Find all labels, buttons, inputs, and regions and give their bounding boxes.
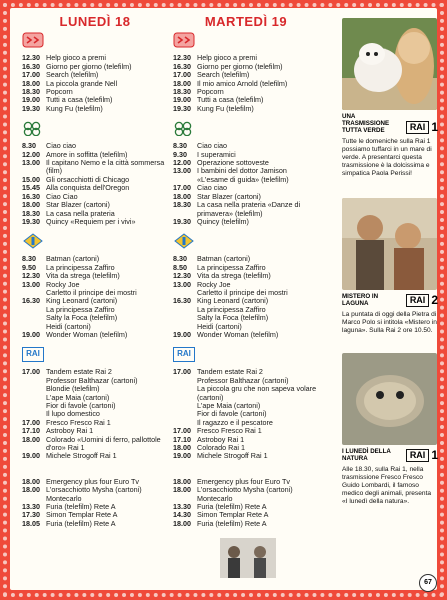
listing-program: La piccola grande Nell	[46, 78, 118, 88]
listing-program: Astroboy Rai 1	[197, 434, 245, 444]
listing-program: Simon Templar Rete A	[197, 510, 269, 520]
listing-program: Emergency plus four Euro Tv	[46, 476, 139, 486]
rete-4-logo-icon	[173, 120, 195, 136]
channel-section-euro-tv	[173, 468, 319, 528]
listing-row	[173, 218, 319, 226]
listing-program: Ciao ciao	[197, 183, 227, 193]
channel-section-italia-1	[173, 233, 319, 339]
listing-row	[173, 167, 319, 184]
listing-time: 18.00	[22, 476, 40, 486]
listing-program: Professor Balthazar (cartoni)	[46, 375, 138, 385]
listing-time	[173, 410, 197, 418]
listing-time: 12.00	[22, 149, 40, 159]
listing-program: La casa nella prateria «Danze di primavera» (telefilm)	[197, 200, 301, 218]
listing-program: La principessa Zaffiro	[197, 304, 266, 314]
listing-time	[22, 385, 46, 393]
listing-time: 17.00	[173, 183, 191, 193]
channel-section-italia-1	[22, 233, 168, 339]
listing-program: Il mio amico Arnold (telefilm)	[197, 78, 288, 88]
listing-time: 19.00	[22, 451, 40, 461]
listing-row	[173, 520, 319, 528]
listing-program: Ciao ciao	[197, 141, 227, 151]
listing-row	[22, 436, 168, 453]
listing-program: Help gioco a premi	[46, 53, 106, 63]
listing-program: La principessa Zaffiro	[46, 304, 115, 314]
listing-row	[22, 452, 168, 460]
listing-time: 19.00	[22, 95, 40, 105]
listing-time: 13.30	[22, 502, 40, 512]
listing-row	[173, 201, 319, 218]
listing-time: 17.30	[22, 510, 40, 520]
listing-program: Carletto il principe dei mostri	[46, 287, 137, 297]
listing-program: L'ape Maia (cartoni)	[197, 401, 261, 410]
listing-time: 19.30	[173, 216, 191, 226]
listing-row	[173, 105, 319, 113]
listing-program: Ciao Ciao	[46, 191, 78, 201]
rai-badge: RAI 1	[406, 448, 438, 462]
channel-section-rete-4	[173, 120, 319, 226]
listing-time: 18.00	[173, 191, 191, 201]
listing-time	[173, 314, 197, 322]
listing-program: Popcorn	[197, 87, 224, 97]
listing-time: 16.30	[173, 61, 191, 71]
listing-time: 17.10	[22, 426, 40, 436]
listing-time: 8.50	[173, 262, 187, 272]
listing-program: Simon Templar Rete A	[46, 510, 118, 520]
listing-program: Batman (cartoni)	[197, 254, 251, 264]
listing-program: La principessa Zaffiro	[197, 262, 266, 272]
listing-program: Quincy «Requiem per i vivi»	[46, 216, 136, 226]
listing-program: L'orsacchiotto Mysha (cartoni)	[46, 485, 142, 495]
listing-time: 17.00	[22, 70, 40, 80]
listing-row	[22, 486, 168, 494]
listing-program: Furia (telefilm) Rete A	[197, 502, 267, 512]
listing-time: 12.00	[173, 158, 191, 168]
listing-program: L'ape Maia (cartoni)	[46, 392, 110, 402]
listing-program: Tutti a casa (telefilm)	[46, 95, 113, 105]
channel-section-rai	[173, 346, 319, 460]
listing-row	[22, 314, 168, 322]
listing-program: Ciao ciao	[46, 141, 76, 151]
listing-time: 18.00	[173, 476, 191, 486]
listing-time: 12.30	[22, 271, 40, 281]
listing-time	[22, 306, 46, 314]
listing-program: Professor Balthazar (cartoni)	[197, 375, 289, 385]
listing-program: Alla conquista dell'Oregon	[46, 183, 130, 193]
listing-program: Salty la Foca (telefilm)	[197, 313, 269, 323]
feature-caption: UNA TRASMISSIONE TUTTA VERDE	[342, 113, 390, 134]
listing-program: Kung Fu (telefilm)	[197, 103, 254, 113]
listing-program: Astroboy Rai 1	[46, 426, 94, 436]
listing-time: 18.30	[22, 87, 40, 97]
listing-row	[173, 427, 319, 435]
listing-time: 18.05	[22, 518, 40, 528]
listing-program: Salty la Foca (telefilm)	[46, 313, 118, 323]
feature-1	[342, 18, 438, 178]
listing-row	[22, 80, 168, 88]
listing-time: 16.30	[22, 191, 40, 201]
listing-program: Furia (telefilm) Rete A	[46, 502, 116, 512]
listing-row	[22, 159, 168, 176]
listing-row	[173, 452, 319, 460]
listing-row	[173, 436, 319, 444]
listing-program: Amore in soffitta (telefilm)	[46, 149, 128, 159]
day-title: MARTEDÌ 19	[204, 14, 288, 29]
day-title: LUNEDÌ 18	[59, 14, 131, 29]
listing-time	[173, 402, 197, 410]
channel-section-rete-4	[22, 120, 168, 226]
listing-program: I superamici	[197, 149, 236, 159]
listing-time: 18.00	[173, 78, 191, 88]
listing-program: Quincy (telefilm)	[197, 216, 249, 226]
listing-time: 19.00	[173, 95, 191, 105]
listing-row	[22, 105, 168, 113]
listing-program: Search (telefilm)	[46, 70, 99, 80]
listing-row	[22, 331, 168, 339]
canale-5-logo-icon	[173, 32, 195, 48]
listing-time: 17.10	[173, 434, 191, 444]
listing-time: 17.00	[173, 70, 191, 80]
listing-time: 8.30	[22, 254, 36, 264]
listing-time	[173, 377, 197, 385]
listing-program: Montecarlo	[46, 493, 82, 503]
rai-logo-icon: RAI	[22, 346, 44, 362]
listing-row	[22, 272, 168, 280]
listing-row	[22, 184, 168, 192]
listing-program: Operazione sottoveste	[197, 158, 269, 168]
photo-group	[220, 538, 276, 578]
listing-row	[173, 142, 319, 150]
channel-section-channel-5	[173, 32, 319, 113]
listing-row	[173, 486, 319, 494]
listing-time: 13.00	[173, 279, 191, 289]
listing-time: 17.00	[22, 367, 40, 377]
listing-time: 18.00	[22, 78, 40, 88]
listing-program: Heidi (cartoni)	[197, 321, 242, 331]
listing-program: Colorado Rai 1	[197, 443, 245, 453]
listing-time: 16.30	[173, 296, 191, 306]
listing-program: Colorado «Uomini di ferro, pallottole d'oro» Rai 1	[46, 434, 161, 453]
listing-program: Carletto il principe dei mostri	[197, 287, 288, 297]
rete-4-logo-icon	[22, 120, 44, 136]
listing-time: 17.00	[173, 367, 191, 377]
listing-time: 18.30	[173, 87, 191, 97]
listing-time: 18.00	[173, 485, 191, 495]
listing-row	[173, 80, 319, 88]
channel-section-channel-5	[22, 32, 168, 113]
listing-program: Furia (telefilm) Rete A	[197, 518, 267, 528]
listing-program: Help gioco a premi	[197, 53, 257, 63]
listing-program: Vita da strega (telefilm)	[46, 271, 120, 281]
day-column-tuesday	[173, 14, 319, 535]
listing-program: Il ragazzo e il pescatore	[197, 417, 273, 427]
listing-time: 13.30	[173, 502, 191, 512]
listing-program: Emergency plus four Euro Tv	[197, 476, 290, 486]
listing-program: Tutti a casa (telefilm)	[197, 95, 264, 105]
listing-program: Wonder Woman (telefilm)	[197, 329, 279, 339]
listing-time: 18.00	[173, 518, 191, 528]
listing-program: L'orsacchiotto Mysha (cartoni)	[197, 485, 293, 495]
listing-time: 15.00	[22, 174, 40, 184]
listing-program: Il lupo domestico	[46, 409, 100, 419]
listing-time: 12.30	[22, 53, 40, 63]
listing-time: 19.00	[173, 329, 191, 339]
page-number: 67	[419, 574, 437, 592]
listing-program: Giorno per giorno (telefilm)	[197, 61, 283, 71]
feature-caption: MISTERO IN LAGUNA	[342, 293, 379, 307]
feature-text: Alle 18.30, sulla Rai 1, nella trasmissione Fresco Fresco Guido Lombardi, il famoso medico degli animali, presenta «I lunedì della natura».	[342, 466, 432, 505]
listing-program: Tandem estate Rai 2	[197, 367, 263, 377]
rai-badge: RAI 1	[406, 120, 438, 134]
listing-program: Fior di favole (cartoni)	[197, 409, 267, 419]
listing-time: 18.00	[22, 200, 40, 210]
listing-time: 13.00	[173, 166, 191, 176]
listing-row	[22, 419, 168, 427]
features-column	[342, 18, 438, 506]
listing-program: Rocky Joe	[197, 279, 231, 289]
listing-program: La piccola gru che non sapeva volare (cartoni)	[197, 384, 317, 402]
listing-program: Batman (cartoni)	[46, 254, 100, 264]
listing-program: Blondie (telefilm)	[46, 384, 100, 394]
listing-program: Fresco Fresco Rai 1	[46, 417, 111, 427]
listing-time: 16.30	[22, 296, 40, 306]
listing-program: Michele Strogoff Rai 1	[197, 451, 268, 461]
listing-program: Heidi (cartoni)	[46, 321, 91, 331]
listing-time: 8.30	[22, 141, 36, 151]
italia-1-logo-icon	[173, 233, 195, 249]
listing-time	[22, 377, 46, 385]
photo-fish	[342, 353, 437, 445]
listing-time	[173, 385, 197, 402]
listing-time	[22, 402, 46, 410]
listing-time: 18.30	[22, 208, 40, 218]
listing-program: Wonder Woman (telefilm)	[46, 329, 128, 339]
listing-program: Kung Fu (telefilm)	[46, 103, 103, 113]
listing-program: La principessa Zaffiro	[46, 262, 115, 272]
listing-time	[22, 314, 46, 322]
listing-program: Gli orsacchiotti di Chicago	[46, 174, 130, 184]
listing-program: Michele Strogoff Rai 1	[46, 451, 117, 461]
listing-time: 8.30	[173, 141, 187, 151]
listing-time: 19.30	[173, 103, 191, 113]
listing-time: 19.30	[22, 216, 40, 226]
listing-time: 12.30	[173, 271, 191, 281]
listing-time: 13.00	[22, 279, 40, 289]
listing-program: Star Blazer (cartoni)	[197, 191, 261, 201]
listing-program: Tandem estate Rai 2	[46, 367, 112, 377]
feature-text: Tutte le domeniche sulla Rai 1 possiamo tuffarci in un mare di verde. A presentarci questa trasmissione è la dolcissima e simpatica Paola Perissi!	[342, 138, 432, 177]
listing-program: Montecarlo	[197, 493, 233, 503]
listing-time: 8.30	[173, 254, 187, 264]
content-area	[10, 8, 437, 590]
listing-time: 19.00	[22, 329, 40, 339]
listing-program: Popcorn	[46, 87, 73, 97]
listing-time: 19.30	[22, 103, 40, 113]
listing-program: Vita da strega (telefilm)	[197, 271, 271, 281]
listing-row	[22, 218, 168, 226]
listing-row	[22, 520, 168, 528]
listing-time: 16.30	[22, 61, 40, 71]
canale-5-logo-icon	[22, 32, 44, 48]
listing-time	[173, 306, 197, 314]
photo-two-boys	[342, 198, 437, 290]
listing-time: 9.30	[173, 149, 187, 159]
listing-time: 9.50	[22, 262, 36, 272]
italia-1-logo-icon	[22, 233, 44, 249]
rai-badge: RAI 2	[406, 293, 438, 307]
listing-program: Fior di favole (cartoni)	[46, 401, 116, 410]
listing-time: 19.00	[173, 451, 191, 461]
listing-row	[173, 272, 319, 280]
listing-row	[173, 314, 319, 322]
listing-time: 14.30	[173, 510, 191, 520]
listing-program: King Leonard (cartoni)	[197, 296, 269, 306]
day-column-monday	[22, 14, 168, 535]
feature-text: La puntata di oggi della Pietra di Marco Polo si intitola «Mistero in laguna». Sulla Rai 2 ore 10.50.	[342, 311, 437, 334]
listing-time: 18.30	[173, 200, 191, 210]
listing-program: Search (telefilm)	[197, 70, 250, 80]
listing-time: 13.00	[22, 158, 40, 168]
listing-time: 18.00	[173, 443, 191, 453]
listing-program: Il capitano Nemo e la città sommersa (film)	[46, 158, 165, 176]
feature-caption: I LUNEDÌ DELLA NATURA	[342, 448, 391, 462]
listing-program: Fresco Fresco Rai 1	[197, 426, 262, 436]
photo-dog-and-presenter	[342, 18, 437, 110]
listing-time: 15.45	[22, 183, 40, 193]
listing-time: 18.00	[22, 485, 40, 495]
listing-time: 17.00	[173, 426, 191, 436]
feature-3	[342, 353, 438, 506]
listing-program: Giorno per giorno (telefilm)	[46, 61, 132, 71]
listing-program: Furia (telefilm) Rete A	[46, 518, 116, 528]
listing-row	[173, 385, 319, 402]
listing-program: La casa nella prateria	[46, 208, 115, 218]
feature-2	[342, 198, 438, 335]
listing-program: Rocky Joe	[46, 279, 80, 289]
listing-program: King Leonard (cartoni)	[46, 296, 118, 306]
rai-logo-icon: RAI	[173, 346, 195, 362]
listing-time: 12.30	[173, 53, 191, 63]
listing-program: Star Blazer (cartoni)	[46, 200, 110, 210]
listing-time: 17.00	[22, 417, 40, 427]
listing-program: I bambini del dottor Jamison «L'esame di guida» (telefilm)	[197, 166, 289, 184]
listing-row	[173, 331, 319, 339]
channel-section-euro-tv	[22, 468, 168, 528]
listing-time	[22, 394, 46, 402]
channel-section-rai	[22, 346, 168, 460]
listing-time: 18.00	[22, 434, 40, 444]
